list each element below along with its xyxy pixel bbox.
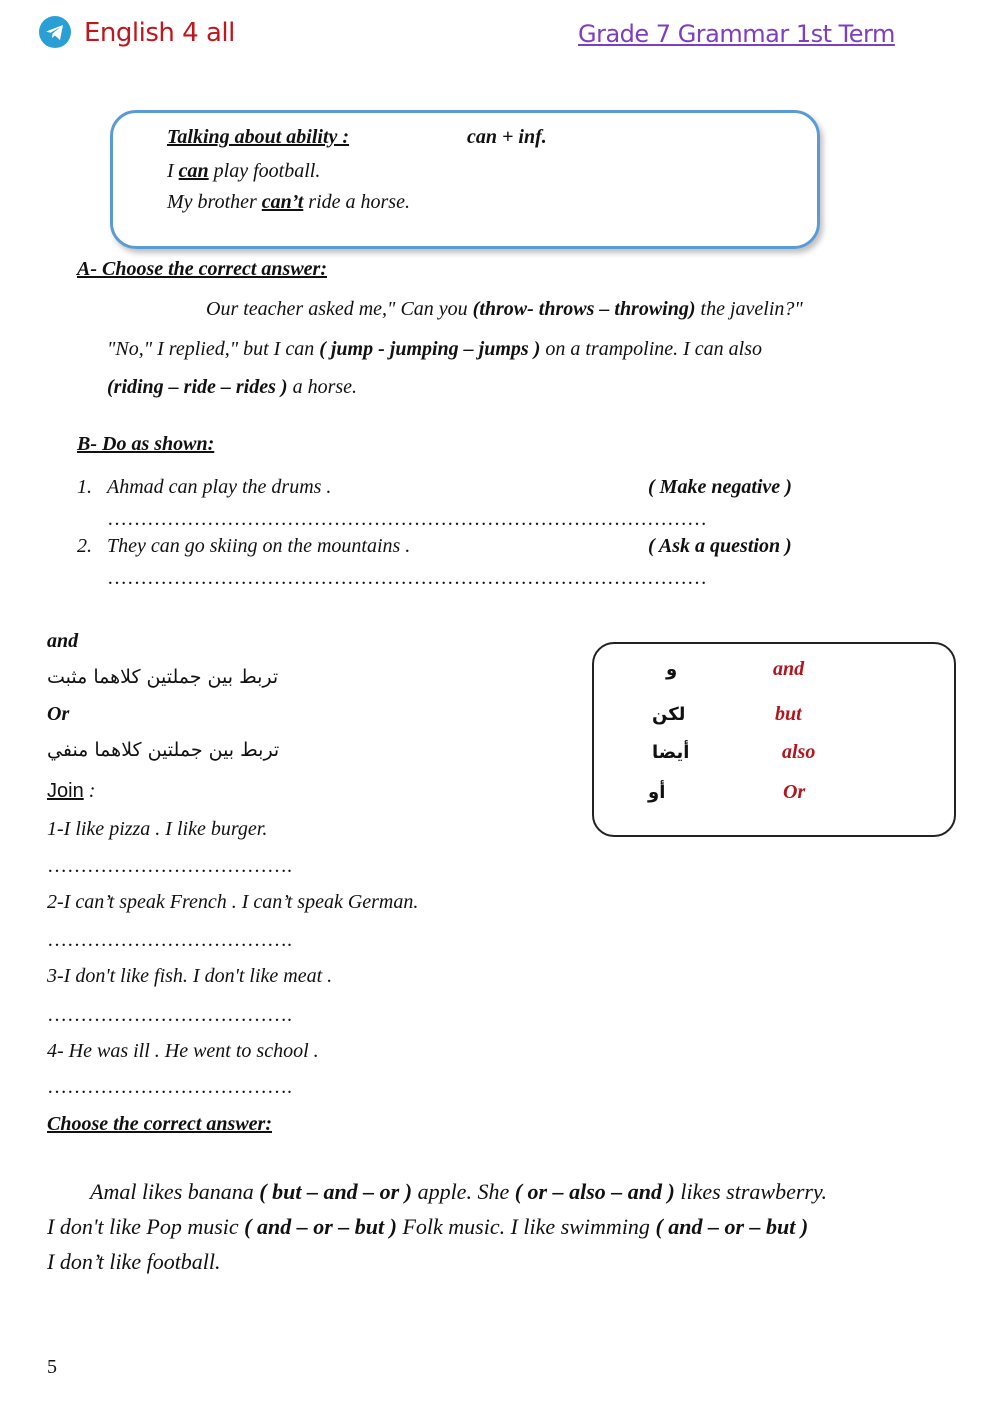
join-item-4: 4- He was ill . He went to school . [47, 1040, 319, 1062]
conjunction-ar-but: لكن [652, 704, 686, 725]
join-item-4-answer-line[interactable]: ………………………………. [47, 1076, 292, 1098]
final-line-2: I don't like Pop music ( and – or – but ) Folk music. I like swimming ( and – or – but ) [47, 1214, 809, 1239]
section-b-item-2-answer-line[interactable]: ……………………………………………………………………………… [107, 567, 707, 589]
page-title: Grade 7 Grammar 1st Term [578, 20, 895, 48]
section-a-heading: A- Choose the correct answer: [77, 258, 327, 280]
join-item-2-answer-line[interactable]: ………………………………. [47, 929, 292, 951]
conjunction-en-also: also [782, 741, 816, 763]
ability-example-2: My brother can’t ride a horse. [167, 191, 410, 213]
join-item-1-answer-line[interactable]: ………………………………. [47, 855, 292, 877]
final-line-1: Amal likes banana ( but – and – or ) apple. She ( or – also – and ) likes strawberry. [90, 1179, 828, 1204]
ability-heading: Talking about ability : [167, 126, 350, 148]
section-b-item-1-number: 1. [77, 476, 92, 498]
or-arabic-rule: تربط بين جملتين كلاهما منفي [47, 739, 280, 761]
join-item-3: 3-I don't like fish. I don't like meat . [47, 965, 333, 987]
section-a-line-1: Our teacher asked me," Can you (throw- throws – throwing) the javelin?" [206, 298, 803, 320]
conjunction-ar-and: و [666, 659, 678, 680]
section-b-heading: B- Do as shown: [77, 433, 215, 455]
and-label: and [47, 630, 79, 652]
join-heading: Join : [47, 780, 96, 802]
section-a-line-3: (riding – ride – rides ) a horse. [107, 376, 358, 398]
section-b-item-2-text: They can go skiing on the mountains . [107, 535, 411, 557]
final-line-3: I don’t like football. [47, 1249, 221, 1274]
telegram-icon [38, 15, 72, 49]
section-b-item-1-instruction: ( Make negative ) [648, 476, 792, 498]
join-item-1: 1-I like pizza . I like burger. [47, 818, 268, 840]
conjunction-en-and: and [773, 658, 805, 680]
join-item-2: 2-I can’t speak French . I can’t speak German. [47, 891, 419, 913]
section-b-item-2-instruction: ( Ask a question ) [648, 535, 792, 557]
and-arabic-rule: تربط بين جملتين كلاهما مثبت [47, 666, 279, 688]
brand-name: English 4 all [84, 18, 235, 48]
conjunction-ar-or: أو [648, 782, 666, 803]
section-b-item-1-answer-line[interactable]: ……………………………………………………………………………… [107, 508, 707, 530]
conjunction-en-but: but [775, 703, 802, 725]
or-label: Or [47, 703, 70, 725]
ability-example-1: I can play football. [167, 160, 321, 182]
page-number: 5 [47, 1356, 57, 1378]
conjunction-en-or: Or [783, 781, 806, 803]
section-b-item-2-number: 2. [77, 535, 92, 557]
join-item-3-answer-line[interactable]: ………………………………. [47, 1004, 292, 1026]
final-heading: Choose the correct answer: [47, 1113, 272, 1135]
section-a-line-2: "No," I replied," but I can ( jump - jumping – jumps ) on a trampoline. I can also [107, 338, 763, 360]
ability-formula: can + inf. [467, 126, 547, 148]
conjunction-ar-also: أيضا [652, 742, 690, 763]
section-b-item-1-text: Ahmad can play the drums . [107, 476, 332, 498]
